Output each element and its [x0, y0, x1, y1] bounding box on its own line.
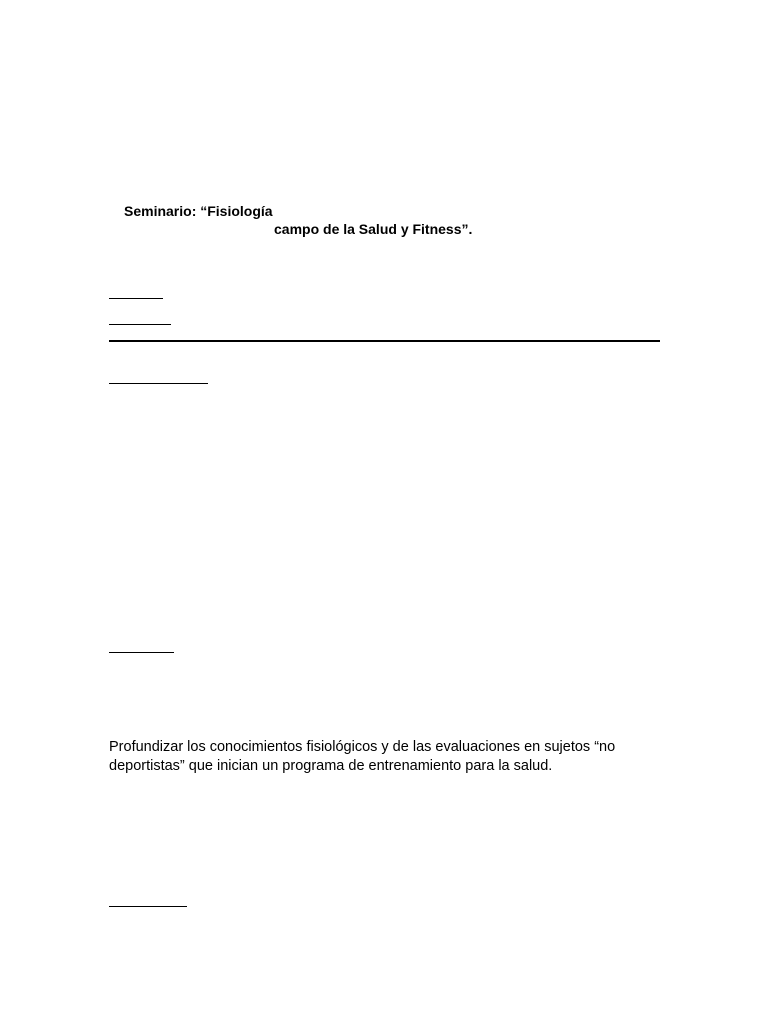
horizontal-divider — [109, 340, 660, 342]
objective-paragraph: Profundizar los conocimientos fisiológicos y de las evaluaciones en sujetos “no deportistas” que inician un programa de entrenamiento para la salud. — [109, 739, 616, 774]
seminar-title-line-1: Seminario: “Fisiología — [124, 203, 273, 219]
underline-field-3 — [109, 383, 208, 384]
underline-field-2 — [109, 324, 171, 325]
underline-field-1 — [109, 298, 163, 299]
underline-field-5 — [109, 906, 187, 907]
seminar-title-line-2: campo de la Salud y Fitness”. — [274, 221, 473, 237]
underline-field-4 — [109, 652, 174, 653]
